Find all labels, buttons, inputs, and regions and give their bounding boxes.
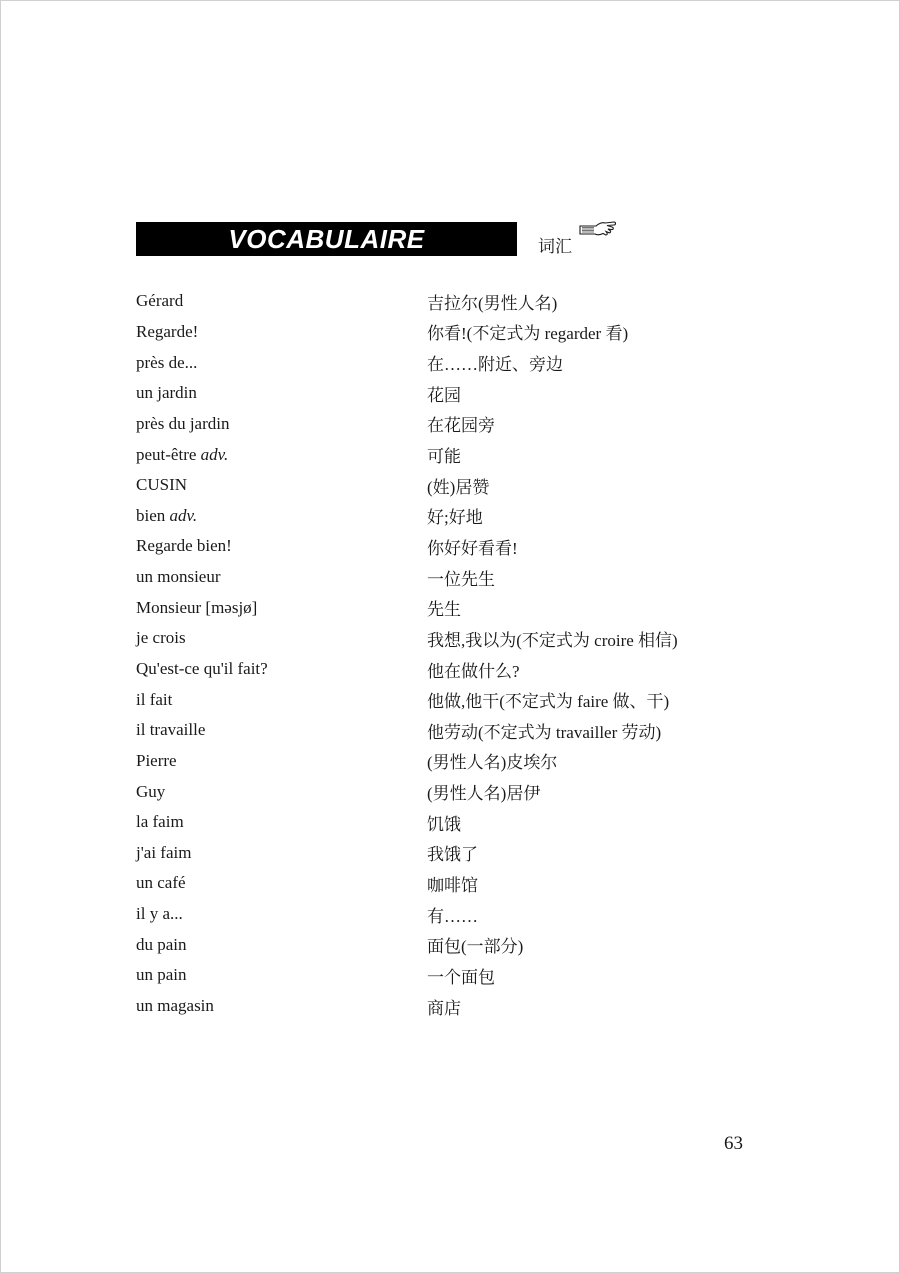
vocab-french-term: Pierre <box>136 750 177 770</box>
vocab-chinese-translation: 一个面包 <box>427 967 495 987</box>
vocab-french-term: près du jardin <box>136 413 230 433</box>
vocab-french-term: Monsieur [məsjø] <box>136 597 258 617</box>
vocab-entry <box>136 317 756 348</box>
vocab-entry <box>136 838 756 869</box>
vocab-french-term: Guy <box>136 781 166 801</box>
vocab-entry <box>136 807 756 838</box>
vocab-chinese-translation: 在花园旁 <box>427 416 495 436</box>
vocab-entry <box>136 899 756 930</box>
vocab-entry <box>136 409 756 440</box>
vocab-chinese-translation: 咖啡馆 <box>427 875 478 895</box>
vocab-chinese-translation: 在……附近、旁边 <box>427 355 563 375</box>
vocab-entry <box>136 286 756 317</box>
vocab-entry <box>136 654 756 685</box>
vocab-french-term: Regarde bien! <box>136 536 232 556</box>
vocab-french-term: CUSIN <box>136 475 188 495</box>
vocab-french-term: près de... <box>136 352 198 372</box>
vocab-chinese-translation: 他劳动(不定式为 travailler 劳动) <box>427 722 662 742</box>
vocab-chinese-translation: 我想,我以为(不定式为 croire 相信) <box>427 630 678 650</box>
vocab-entry <box>136 991 756 1022</box>
vocab-entry <box>136 929 756 960</box>
vocab-french-term: un café <box>136 873 186 893</box>
vocab-chinese-translation: 你看!(不定式为 regarder 看) <box>427 324 629 344</box>
vocab-chinese-translation: 吉拉尔(男性人名) <box>427 293 558 313</box>
vocab-french-term: Qu'est-ce qu'il fait? <box>136 659 268 678</box>
vocab-french-term: Gérard <box>136 291 184 311</box>
vocab-chinese-translation: 他在做什么? <box>427 661 520 681</box>
vocab-chinese-translation: 花园 <box>427 385 461 405</box>
pointing-hand-icon <box>578 218 618 242</box>
vocab-entry <box>136 531 756 562</box>
vocab-chinese-translation: (姓)居赞 <box>427 477 490 497</box>
vocab-french-term: un pain <box>136 965 187 985</box>
vocab-entry <box>136 746 756 777</box>
vocab-entry <box>136 715 756 746</box>
vocab-french-term: j'ai faim <box>136 842 192 862</box>
vocab-chinese-translation: 可能 <box>427 447 461 467</box>
vocab-entry <box>136 439 756 470</box>
vocab-entry <box>136 960 756 991</box>
vocab-chinese-translation: 饥饿 <box>427 814 461 834</box>
vocab-french-term: peut-être adv. <box>136 444 229 464</box>
part-of-speech-marker: adv. <box>169 505 198 525</box>
vocab-french-term: un monsieur <box>136 567 221 587</box>
vocab-entry <box>136 776 756 807</box>
vocab-chinese-translation: (男性人名)居伊 <box>427 784 541 804</box>
vocab-chinese-translation: 面包(一部分) <box>427 937 524 957</box>
vocab-french-term: bien adv. <box>136 505 198 525</box>
vocab-entry <box>136 623 756 654</box>
vocab-entry <box>136 592 756 623</box>
vocab-chinese-translation: 有…… <box>427 906 478 926</box>
vocab-chinese-translation: 好;好地 <box>427 508 483 528</box>
vocabulary-list <box>136 286 756 1021</box>
section-title: VOCABULAIRE <box>228 223 425 254</box>
vocab-entry <box>136 868 756 899</box>
vocab-french-term: il travaille <box>136 720 206 740</box>
vocab-french-term: un magasin <box>136 996 214 1016</box>
section-subtitle-cn: 词汇 <box>538 237 572 256</box>
vocab-chinese-translation: (男性人名)皮埃尔 <box>427 753 558 773</box>
vocab-french-term: un jardin <box>136 383 197 403</box>
vocab-french-term: il y a... <box>136 904 183 924</box>
vocab-french-term: du pain <box>136 934 187 954</box>
vocab-chinese-translation: 我饿了 <box>427 845 478 865</box>
section-title-bar <box>136 222 517 256</box>
vocab-entry <box>136 347 756 378</box>
vocab-chinese-translation: 你好好看看! <box>427 538 518 558</box>
vocab-chinese-translation: 一位先生 <box>427 569 495 589</box>
vocab-entry <box>136 684 756 715</box>
vocab-french-term: Regarde! <box>136 321 199 341</box>
vocab-entry <box>136 562 756 593</box>
vocab-chinese-translation: 先生 <box>427 600 461 620</box>
vocab-entry <box>136 470 756 501</box>
vocab-entry <box>136 378 756 409</box>
vocab-french-term: il fait <box>136 689 173 709</box>
page-number: 63 <box>724 1133 743 1154</box>
vocab-chinese-translation: 商店 <box>427 998 461 1018</box>
vocab-entry <box>136 500 756 531</box>
vocab-chinese-translation: 他做,他干(不定式为 faire 做、干) <box>427 692 670 712</box>
vocab-french-term: je crois <box>136 628 186 648</box>
vocab-french-term: la faim <box>136 812 184 832</box>
part-of-speech-marker: adv. <box>200 444 229 464</box>
